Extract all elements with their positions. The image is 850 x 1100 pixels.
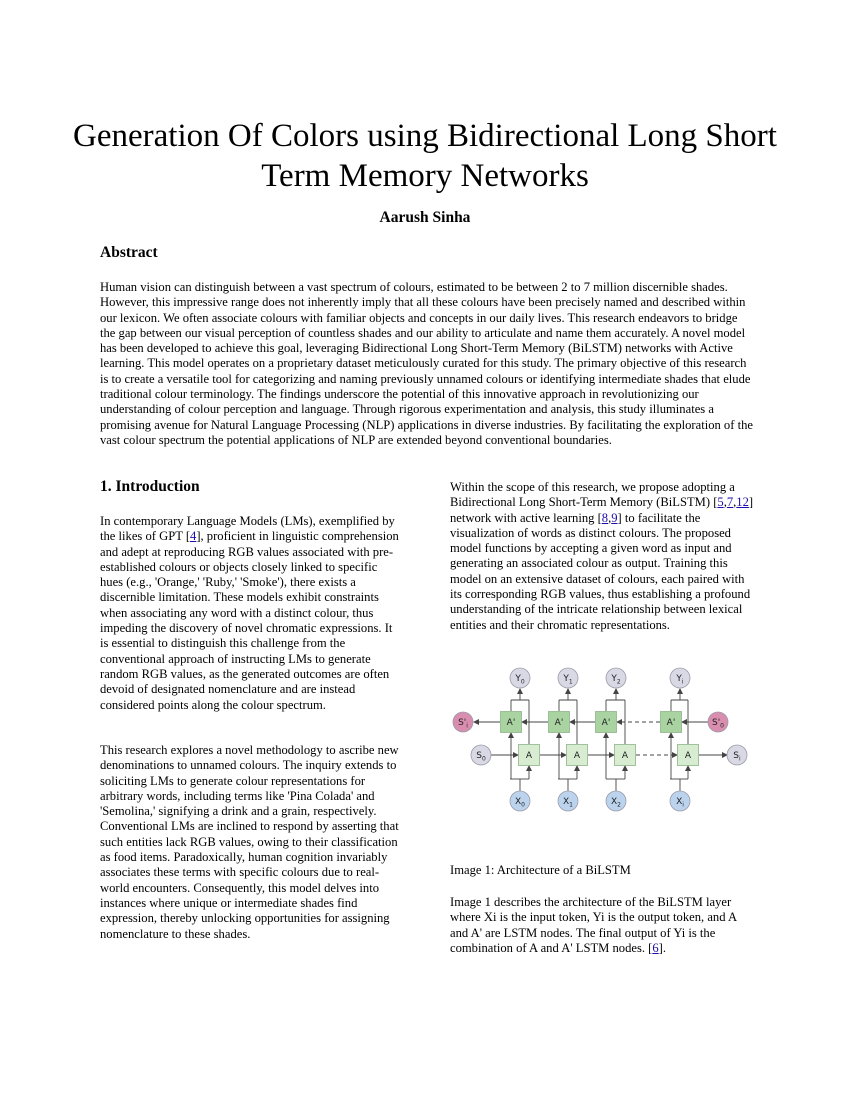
right-p1-text-c: ] to facilitate the visualization of words as distinct colours. The proposed model functions by accepting a given word as input and generating an associated colour as output. Training this model on an extensive dataset of colours, each paired with its corresponding RGB values, thus establishing a profound understanding of the intricate relationship between lexical entities and their chromatic representations. <box>450 510 751 632</box>
output-node-label: $Y_2$ <box>611 674 621 686</box>
citation-link[interactable]: 6 <box>652 940 659 955</box>
backward-lstm-node-label: A' <box>666 718 676 728</box>
citation-separator: , <box>608 510 612 525</box>
input-node-label: $X_i$ <box>676 797 684 809</box>
backward-state-output-node-label: $S'_i$ <box>458 718 468 730</box>
citation-link[interactable]: 7 <box>726 495 734 510</box>
output-node-label: $Y_1$ <box>563 674 573 686</box>
backward-lstm-node-label: A' <box>554 718 564 728</box>
output-node-label: $Y_0$ <box>515 674 525 686</box>
intro-p1-text-a: In contemporary Language Models (LMs), exemplified by the likes of GPT [ <box>100 514 395 544</box>
citation-link[interactable]: 12 <box>736 495 749 510</box>
citation-link[interactable]: 5 <box>717 495 724 510</box>
input-node-label: $X_1$ <box>563 797 573 809</box>
forward-lstm-node-label: A <box>573 751 581 761</box>
figure-caption: Image 1: Architecture of a BiLSTM <box>450 863 631 877</box>
output-node-label: $Y_i$ <box>676 674 684 686</box>
right-p2-text-b: ]. <box>658 940 666 955</box>
citation-separator: , <box>733 495 737 510</box>
paper-title: Generation Of Colors using Bidirectional Long Short Term Memory Networks <box>73 118 777 194</box>
forward-lstm-node-label: A <box>621 751 629 761</box>
forward-lstm-node-label: A <box>684 751 692 761</box>
right-p1-text-b: ] network with active learning [ <box>450 495 754 525</box>
forward-state-output-node-label: $S_i$ <box>733 751 741 763</box>
backward-lstm-node-label: A' <box>601 718 611 728</box>
backward-state-initial-node-label: $S'_0$ <box>711 718 725 730</box>
citation-link[interactable]: 4 <box>190 529 197 544</box>
intro-paragraph-2: This research explores a novel methodology to ascribe new denominations to unnamed colours. The inquiry extends to soliciting LMs to generate colour representations for arbitrary words, including terms like 'Pina Colada' and 'Semolina,' signifying a drink and a grain, respectively. Conventional LMs are inclined to respond by asserting that such entities lack RGB values, owing to their classification as food items. Paradoxically, human cognition invariably associates these terms with specific colours due to real-world encounters. Consequently, this model delves into instances where unique or intermediate shades find expression, thereby unlocking opportunities for assigning nomenclature to these shades. <box>100 743 399 941</box>
abstract-text: Human vision can distinguish between a vast spectrum of colours, estimated to be between 2 to 7 million discernible shades. However, this impressive range does not inherently imply that all these colours have been precisely named and described within our lexicon. We often associate colours with familiar objects and concepts in our daily lives. This research endeavors to bridge the gap between our visual perception of countless shades and our ability to articulate and name them accurately. A novel model has been developed to achieve this goal, leveraging Bidirectional Long Short-Term Memory (BiLSTM) networks with Active learning. This model operates on a proprietary dataset meticulously curated for this study. The primary objective of this research is to create a versatile tool for categorizing and naming previously unnamed colours or identifying intermediate shades that elude traditional colour terminology. The findings underscore the potential of this innovative approach in revolutionizing our understanding of colour perception and language. Through rigorous experimentation and analysis, this study illuminates a promising avenue for Natural Language Processing (NLP) applications in diverse industries. By facilitating the exploration of the vast colour spectrum the potential applications of NLP are extended beyond conventional boundaries. <box>100 280 753 447</box>
intro-p1-text-b: ], proficient in linguistic comprehension and adept at reproducing RGB values associated with pre-established colours or objects closely linked to specific hues (e.g., 'Orange,' 'Ruby,' 'Smoke'), there exists a discernible limitation. These models exhibit constraints when associating any word with a distinct colour, thus impeding the discovery of novel chromatic expressions. It is essential to distinguish this challenge from the conventional approach of instructing LMs to generate random RGB values, as the generated outcomes are often devoid of designated nomenclature and are instead considered points along the colour spectrum. <box>100 529 399 712</box>
forward-lstm-node-label: A <box>525 751 533 761</box>
citation-link[interactable]: 8 <box>601 510 609 525</box>
citation-separator: , <box>723 495 727 510</box>
author-name: Aarush Sinha <box>379 209 471 226</box>
right-p1-text-a: Within the scope of this research, we propose adopting a Bidirectional Long Short-Term Memory (BiLSTM) [ <box>450 480 735 510</box>
bilstm-architecture-figure <box>450 660 752 820</box>
right-paragraph-2 <box>450 895 750 956</box>
abstract-heading: Abstract <box>100 244 158 261</box>
right-p2-text-a: Image 1 describes the architecture of the BiLSTM layer where Xi is the input token, Yi is the output token, and A and A' are LSTM nodes. The final output of Yi is the combination of A and A' LSTM nodes. [ <box>450 895 737 955</box>
intro-paragraph-1 <box>100 514 400 713</box>
input-node-label: $X_0$ <box>515 797 525 809</box>
input-node-label: $X_2$ <box>611 797 621 809</box>
introduction-heading: 1. Introduction <box>100 478 200 495</box>
citation-link[interactable]: 9 <box>611 510 618 525</box>
right-paragraph-1 <box>450 480 755 633</box>
backward-lstm-node-label: A' <box>506 718 516 728</box>
forward-state-initial-node-label: $S_0$ <box>476 751 486 763</box>
